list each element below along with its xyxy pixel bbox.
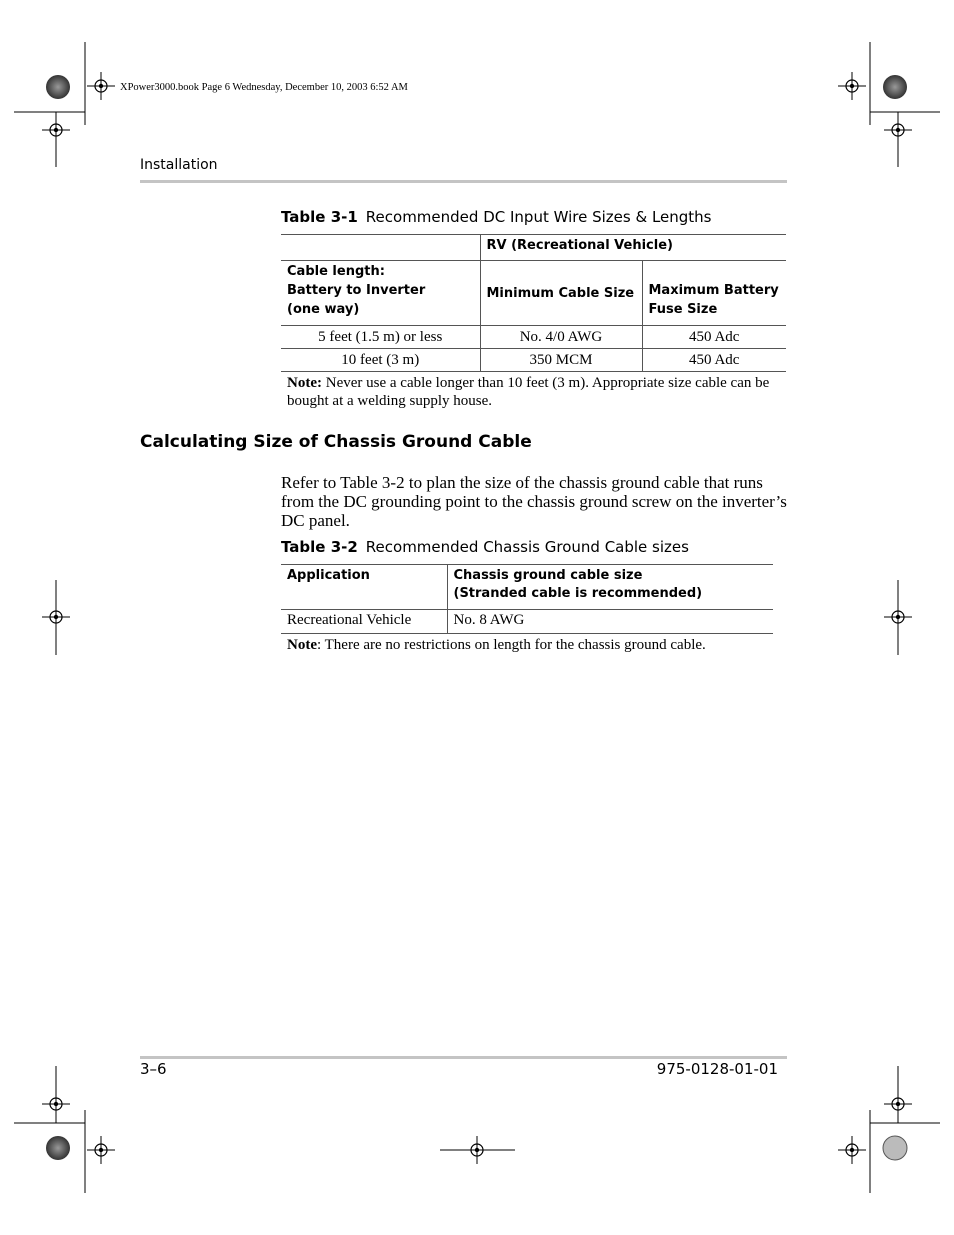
table-cell-length: 10 feet (3 m) bbox=[281, 349, 480, 372]
section-body-text: Refer to Table 3-2 to plan the size of the chassis ground cable that runs from the DC grounding point to the chassis ground screw on the inverter’s DC panel. bbox=[281, 473, 787, 530]
table-3-1-note-row bbox=[281, 372, 786, 411]
table-3-1-group-header: RV (Recreational Vehicle) bbox=[480, 235, 786, 261]
col-length-header-line-3: (one way) bbox=[287, 302, 360, 317]
table-3-1-empty-header-cell bbox=[281, 235, 480, 261]
table-3-2-header-row bbox=[281, 565, 773, 610]
print-slug-line: XPower3000.book Page 6 Wednesday, December 10, 2003 6:52 AM bbox=[120, 82, 408, 93]
col-size-header-line-2: (Stranded cable is recommended) bbox=[453, 586, 703, 601]
note-text: : There are no restrictions on length for the chassis ground cable. bbox=[317, 637, 706, 653]
table-cell-size: No. 8 AWG bbox=[447, 610, 773, 634]
table-3-2 bbox=[281, 564, 773, 654]
table-3-1-note bbox=[281, 372, 786, 411]
table-3-1 bbox=[281, 234, 786, 410]
table-3-1-col-cable-header: Minimum Cable Size bbox=[480, 261, 642, 326]
table-3-2-note bbox=[281, 634, 773, 655]
table-3-2-number: Table 3-2 bbox=[281, 538, 358, 556]
note-text: Never use a cable longer than 10 feet (3 m). Appropriate size cable can be bought at a welding supply house. bbox=[287, 375, 770, 409]
table-3-1-col-length-header bbox=[281, 261, 480, 326]
table-cell-fuse: 450 Adc bbox=[642, 326, 786, 349]
table-row bbox=[281, 349, 786, 372]
table-cell-fuse: 450 Adc bbox=[642, 349, 786, 372]
running-head: Installation bbox=[140, 157, 218, 173]
col-length-header-line-2: Battery to Inverter bbox=[287, 283, 426, 298]
footer-rule bbox=[140, 1056, 787, 1059]
table-3-2-note-row bbox=[281, 634, 773, 655]
table-3-2-caption bbox=[281, 538, 689, 556]
table-cell-length: 5 feet (1.5 m) or less bbox=[281, 326, 480, 349]
table-3-2-title: Recommended Chassis Ground Cable sizes bbox=[365, 538, 689, 556]
note-label: Note bbox=[287, 637, 317, 653]
col-length-header-line-1: Cable length: bbox=[287, 264, 385, 279]
table-3-1-column-header-row bbox=[281, 261, 786, 326]
section-heading: Calculating Size of Chassis Ground Cable bbox=[140, 432, 532, 452]
header-rule bbox=[140, 180, 787, 183]
table-3-2-col-application-header: Application bbox=[281, 565, 447, 610]
table-cell-cable: No. 4/0 AWG bbox=[480, 326, 642, 349]
page-number: 3–6 bbox=[140, 1060, 167, 1078]
col-fuse-header-line-1: Maximum Battery bbox=[648, 283, 779, 298]
table-3-1-title: Recommended DC Input Wire Sizes & Lengths bbox=[365, 208, 712, 226]
table-cell-cable: 350 MCM bbox=[480, 349, 642, 372]
table-3-1-caption bbox=[281, 208, 712, 226]
col-size-header-line-1: Chassis ground cable size bbox=[453, 568, 643, 583]
table-row bbox=[281, 610, 773, 634]
col-fuse-header-line-2: Fuse Size bbox=[648, 302, 718, 317]
table-cell-application: Recreational Vehicle bbox=[281, 610, 447, 634]
table-3-1-number: Table 3-1 bbox=[281, 208, 358, 226]
table-3-1-group-header-row bbox=[281, 235, 786, 261]
document-number: 975-0128-01-01 bbox=[656, 1060, 778, 1078]
table-row bbox=[281, 326, 786, 349]
table-3-1-col-fuse-header bbox=[642, 261, 786, 326]
note-label: Note: bbox=[287, 375, 322, 391]
table-3-2-col-size-header bbox=[447, 565, 773, 610]
